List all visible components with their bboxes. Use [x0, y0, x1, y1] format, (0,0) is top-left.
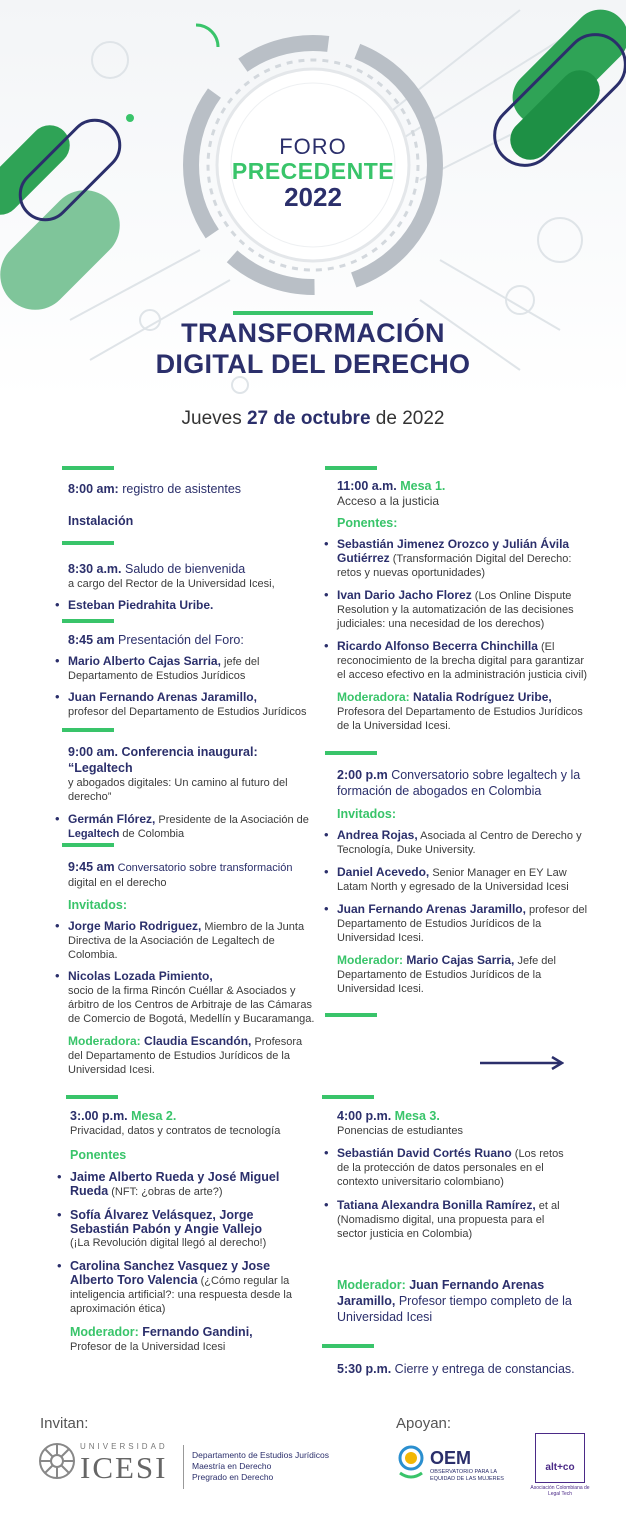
list-item	[337, 865, 592, 894]
speaker-name: Germán Flórez,	[68, 812, 156, 826]
moderator-name: Juan Fernando Arenas	[405, 1278, 545, 1292]
title-line-2: DIGITAL DEL DERECHO	[155, 349, 471, 379]
mesa-topic: Privacidad, datos y contratos de tecnología	[70, 1125, 281, 1137]
speaker-desc: de la protección de datos personales en el	[337, 1162, 544, 1174]
speaker-desc: profesor del Departamento de Estudios Jurídicos	[68, 706, 307, 718]
agenda-closing	[337, 1361, 597, 1377]
oem-sub-line: EQUIDAD DE LAS MUJERES	[430, 1476, 504, 1482]
mesa-label: Mesa 1.	[396, 479, 446, 493]
speaker-desc: Senior Manager en EY Law	[429, 867, 567, 879]
agenda-mesa-1	[337, 478, 592, 733]
speaker-desc: Resolution y la automatización de las decisiones	[337, 604, 574, 616]
desc-line: digital en el derecho	[68, 877, 167, 889]
speaker-desc: (¡La Revolución digital llegó al derecho!)	[70, 1237, 267, 1249]
agenda-registration	[68, 481, 328, 497]
moderator-desc: Jefe del	[514, 955, 556, 967]
desc: “Legaltech	[68, 761, 133, 775]
desc: registro de asistentes	[118, 482, 242, 496]
speaker-desc: (NFT: ¿obras de arte?)	[108, 1186, 223, 1198]
speaker-name: Alberto Toro Valencia	[70, 1273, 198, 1287]
agenda-panel-1	[68, 859, 326, 1077]
moderator	[70, 1325, 320, 1354]
time: 9:00 am. Conferencia inaugural:	[68, 745, 258, 759]
speaker-name: Mario Alberto Cajas Sarria,	[68, 654, 221, 668]
speaker-desc: judiciales: una necesidad de los derechos)	[337, 618, 545, 630]
time: 4:00 p.m.	[337, 1109, 392, 1123]
moderator-name: Claudia Escandón,	[140, 1034, 252, 1048]
dept-line: Maestría en Derecho	[192, 1461, 272, 1471]
time: 3:.00 p.m.	[70, 1109, 128, 1123]
speaker-desc: de Comercio de Bogotá, Medellín y Bucaramanga.	[68, 1013, 315, 1025]
desc-sub: a cargo del Rector de la Universidad Icesi,	[68, 578, 275, 590]
forum-label: FORO	[279, 134, 347, 159]
speaker-name: Sebastián David Cortés Ruano	[337, 1146, 512, 1160]
list-item	[337, 537, 592, 580]
speaker-desc: contexto universitario colombiano)	[337, 1176, 504, 1188]
oem-logo-icon	[396, 1445, 426, 1481]
forum-name: PRECEDENTE	[231, 158, 395, 184]
speaker-name: Gutiérrez	[337, 551, 390, 565]
moderator-desc: Profesora	[251, 1036, 303, 1048]
speaker-name: • Carolina Sanchez Vasquez y Jose	[70, 1259, 271, 1273]
speaker-name: Esteban Piedrahita Uribe.	[68, 598, 214, 612]
agenda-presentation	[68, 632, 328, 719]
time: 8:00 am:	[68, 482, 119, 496]
moderator	[337, 953, 592, 996]
title-accent-bar	[233, 311, 373, 315]
list-item	[337, 1198, 592, 1241]
time: 5:30 p.m.	[337, 1362, 392, 1376]
divider-bar	[325, 466, 377, 470]
list-item	[68, 598, 328, 613]
moderator-desc: Universidad Icesi.	[68, 1064, 155, 1076]
moderator-desc: Profesora del Departamento de Estudios Jurídicos	[337, 706, 583, 718]
time: 8:30 a.m.	[68, 562, 122, 576]
speaker-desc: (Los retos	[511, 1148, 564, 1160]
logo-divider	[183, 1445, 184, 1489]
speaker-desc: Asociada al Centro de Derecho y	[417, 830, 582, 842]
speaker-desc: (El	[537, 641, 555, 653]
speaker-desc: el acceso efectivo en la administración justicia civil)	[337, 669, 588, 681]
moderator	[337, 1277, 592, 1325]
heading: Instalación	[68, 514, 134, 528]
speaker-desc: sector justicia en Colombia)	[337, 1228, 473, 1240]
desc-line: y abogados digitales: Un camino al futuro del	[68, 777, 288, 789]
speaker-desc: inteligencia artificial?: una respuesta desde la	[70, 1289, 292, 1301]
speaker-desc: (¿Cómo regular la	[197, 1275, 290, 1287]
divider-bar	[62, 541, 114, 545]
speaker-name: Daniel Acevedo,	[337, 865, 430, 879]
speaker-name: Nicolas Lozada Pimiento,	[68, 969, 213, 983]
org-name: Legaltech	[68, 828, 120, 840]
speaker-desc: (Transformación Digital del Derecho:	[389, 553, 572, 565]
altco-sub-line: Legal Tech	[547, 1491, 573, 1497]
speaker-name: Rueda	[70, 1184, 109, 1198]
time: 9:45 am	[68, 860, 115, 874]
speaker-desc: reconocimiento de la brecha digital para garantizar	[337, 655, 585, 667]
speaker-desc: aproximación ética)	[70, 1303, 166, 1315]
arrow-right-icon	[480, 1056, 564, 1070]
speaker-name: Andrea Rojas,	[337, 828, 418, 842]
invitan-label: Invitan:	[40, 1415, 89, 1432]
speaker-desc: Departamento de Estudios Jurídicos de la	[337, 918, 542, 930]
oem-subtitle	[430, 1469, 504, 1483]
altco-subtitle	[525, 1485, 595, 1497]
moderator-name: Mario Cajas Sarria,	[403, 953, 515, 967]
moderator	[337, 690, 592, 733]
moderator-label: Moderadora:	[337, 690, 410, 704]
speaker-name: • Sebastián Jimenez Orozco y Julián Ávila	[337, 537, 570, 551]
speaker-name: Sebastián Pabón y Angie Vallejo	[70, 1222, 262, 1236]
altco-sub-line: Asociación Colombiana de	[530, 1485, 590, 1491]
speaker-desc: Departamento de Estudios Jurídicos	[68, 670, 246, 682]
time: 8:45 am	[68, 633, 115, 647]
speaker-desc: Universidad Icesi.	[337, 932, 424, 944]
section-label: Ponentes:	[337, 516, 398, 530]
agenda-panel-2	[337, 767, 592, 996]
mesa-topic: Acceso a la justicia	[337, 494, 440, 508]
speaker-name: • Jaime Alberto Rueda y José Miguel	[70, 1170, 280, 1184]
list-item	[68, 969, 326, 1026]
desc: Conversatorio sobre transformación	[114, 862, 293, 874]
time: 2:00 p.m	[337, 768, 388, 782]
date-year: de 2022	[370, 408, 445, 429]
moderator	[68, 1034, 326, 1077]
agenda-mesa-3	[337, 1108, 592, 1325]
list-item	[337, 828, 592, 857]
moderator-label: Moderador:	[70, 1325, 139, 1339]
section-label: Invitados:	[68, 898, 128, 912]
altco-logo-box	[535, 1433, 585, 1483]
speaker-name: Ricardo Alfonso Becerra Chinchilla	[337, 639, 538, 653]
speaker-name: Juan Fernando Arenas Jaramillo,	[68, 690, 257, 704]
speaker-name: Ivan Dario Jacho Florez	[337, 588, 472, 602]
speaker-name: Juan Fernando Arenas Jaramillo,	[337, 902, 526, 916]
divider-bar	[325, 751, 377, 755]
agenda-welcome	[68, 561, 328, 613]
moderator-desc: Departamento de Estudios Jurídicos de la	[337, 969, 542, 981]
desc-line: derecho”	[68, 791, 112, 803]
divider-bar	[325, 1013, 377, 1017]
list-item	[70, 1259, 320, 1316]
speaker-desc: retos y nuevas oportunidades)	[337, 567, 485, 579]
desc: Saludo de bienvenida	[121, 562, 246, 576]
speaker-desc: de Colombia	[119, 828, 185, 840]
apoyan-label: Apoyan:	[396, 1415, 452, 1432]
list-item	[68, 812, 313, 841]
section-label: Ponentes	[70, 1148, 127, 1162]
speaker-desc: socio de la firma Rincón Cuéllar & Asociados y	[68, 985, 296, 997]
moderator-desc: Profesor de la Universidad Icesi	[70, 1341, 226, 1353]
divider-bar	[322, 1344, 374, 1348]
divider-bar	[322, 1095, 374, 1099]
list-item	[68, 690, 328, 719]
speaker-desc: Miembro de la Junta	[201, 921, 305, 933]
list-item	[337, 1146, 592, 1189]
speaker-desc: Directiva de la Asociación de Legaltech de	[68, 935, 275, 947]
speaker-desc: profesor del	[525, 904, 588, 916]
moderator-label: Moderador:	[337, 953, 403, 967]
moderator-name: Natalia Rodríguez Uribe,	[409, 690, 552, 704]
speaker-desc: et al	[535, 1200, 560, 1212]
divider-bar	[62, 843, 114, 847]
speaker-desc: (Nomadismo digital, una propuesta para el	[337, 1214, 545, 1226]
speaker-name: • Sofía Álvarez Velásquez, Jorge	[70, 1208, 254, 1222]
divider-bar	[66, 1095, 118, 1099]
speaker-desc: Presidente de la Asociación de	[155, 814, 309, 826]
agenda-installation	[68, 513, 133, 529]
list-item	[337, 588, 592, 631]
oem-name: OEM	[430, 1448, 472, 1468]
mesa-label: Mesa 3.	[391, 1109, 440, 1123]
title-line-1: TRANSFORMACIÓN	[181, 318, 445, 348]
list-item	[68, 919, 326, 962]
moderator-desc: Universidad Icesi.	[337, 983, 424, 995]
list-item	[70, 1208, 320, 1250]
desc: Conversatorio sobre legaltech y la	[387, 768, 581, 782]
agenda-keynote	[68, 744, 313, 841]
dept-line: Departamento de Estudios Jurídicos	[192, 1450, 330, 1460]
list-item	[337, 639, 592, 682]
section-label: Invitados:	[337, 807, 397, 821]
icesi-emblem-icon	[38, 1442, 76, 1480]
speaker-desc: árbitro de los Centros de Arbitraje de las Cámaras	[68, 999, 312, 1011]
dept-line: Pregrado en Derecho	[192, 1472, 274, 1482]
speaker-name: Tatiana Alexandra Bonilla Ramírez,	[337, 1198, 536, 1212]
moderator-name: Jaramillo,	[337, 1294, 396, 1308]
list-item	[68, 654, 328, 683]
event-date	[0, 408, 626, 430]
list-item	[70, 1170, 320, 1199]
speaker-desc: jefe del	[220, 656, 260, 668]
moderator-desc: de la Universidad Icesi.	[337, 720, 451, 732]
speaker-desc: (Los Online Dispute	[471, 590, 572, 602]
moderator-desc: del Departamento de Estudios Jurídicos de la	[68, 1050, 290, 1062]
icesi-university-label: UNIVERSIDAD	[80, 1442, 168, 1451]
date-prefix: Jueves	[181, 408, 247, 429]
speaker-desc: Latam North y egresado de la Universidad Icesi	[337, 881, 569, 893]
divider-bar	[62, 728, 114, 732]
moderator-label: Moderador:	[337, 1278, 406, 1292]
time: 11:00 a.m.	[337, 479, 397, 493]
event-title	[0, 318, 626, 380]
mesa-topic: Ponencias de estudiantes	[337, 1125, 463, 1137]
desc: Presentación del Foro:	[114, 633, 244, 647]
agenda-mesa-2	[70, 1108, 320, 1354]
speaker-desc: Colombia.	[68, 949, 118, 961]
icesi-departments	[192, 1450, 329, 1483]
divider-bar	[62, 466, 114, 470]
moderator-name: Fernando Gandini,	[138, 1325, 253, 1339]
mesa-label: Mesa 2.	[127, 1109, 177, 1123]
desc-line: formación de abogados en Colombia	[337, 784, 542, 798]
altco-name: alt+co	[545, 1462, 575, 1473]
oem-sub-line: OBSERVATORIO PARA LA	[430, 1469, 498, 1475]
icesi-name: ICESI	[80, 1450, 168, 1485]
moderator-label: Moderadora:	[68, 1034, 141, 1048]
forum-year: 2022	[284, 182, 342, 212]
speaker-name: Jorge Mario Rodriguez,	[68, 919, 202, 933]
list-item	[337, 902, 592, 945]
moderator-desc: Profesor tiempo completo de la	[395, 1294, 572, 1308]
date-day: 27 de octubre	[246, 408, 371, 429]
divider-bar	[62, 619, 114, 623]
speaker-desc: Tecnología, Duke University.	[337, 844, 476, 856]
desc: Cierre y entrega de constancias.	[391, 1362, 575, 1376]
moderator-desc: Universidad Icesi	[337, 1310, 433, 1324]
